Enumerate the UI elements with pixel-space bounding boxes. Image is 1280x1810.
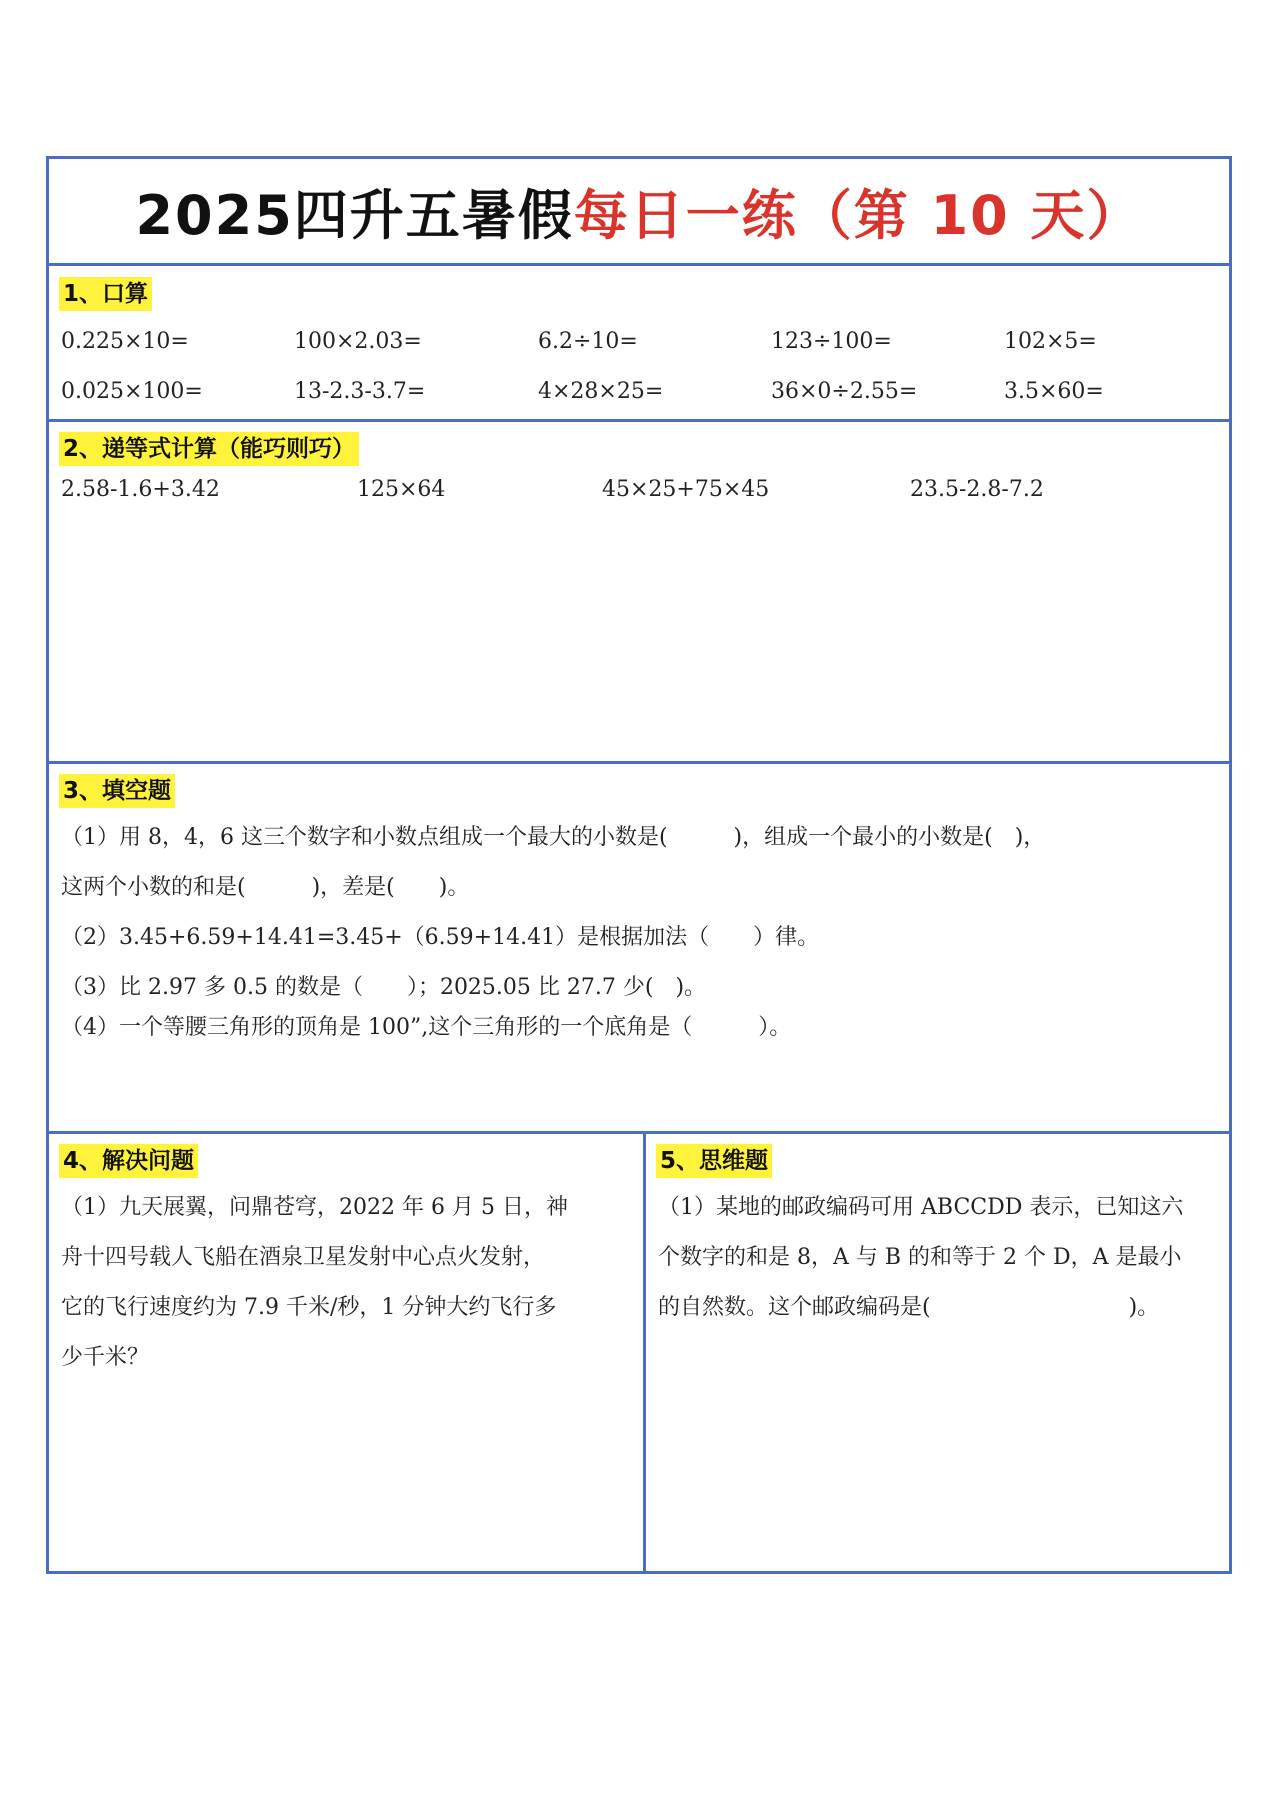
column-divider — [643, 1131, 646, 1574]
s3-q1-line2: 这两个小数的和是( )，差是( )。 — [61, 875, 470, 900]
worksheet — [46, 156, 1232, 1574]
s3-q3: （3）比 2.97 多 0.5 的数是（ ）；2025.05 比 27.7 少( )。 — [61, 975, 707, 1000]
s4-line: 舟十四号载人飞船在酒泉卫星发射中心点火发射， — [61, 1245, 546, 1270]
divider — [49, 761, 1229, 764]
s1-item: 4×28×25= — [538, 379, 664, 404]
title-main: 2025四升五暑假 — [135, 183, 574, 247]
s3-q4: （4）一个等腰三角形的顶角是 100”,这个三角形的一个底角是（ ）。 — [61, 1015, 792, 1040]
s1-item: 100×2.03= — [294, 329, 422, 354]
s2-item: 125×64 — [357, 477, 446, 502]
s2-item: 45×25+75×45 — [602, 477, 770, 502]
s5-line: 的自然数。这个邮政编码是( )。 — [658, 1295, 1160, 1320]
divider — [49, 263, 1229, 266]
s4-line: （1）九天展翼，问鼎苍穹，2022 年 6 月 5 日，神 — [61, 1195, 568, 1220]
s1-item: 6.2÷10= — [538, 329, 638, 354]
section2-heading: 2、递等式计算（能巧则巧） — [59, 432, 359, 466]
s1-item: 0.025×100= — [61, 379, 203, 404]
title-red: 每日一练（第 10 天） — [573, 183, 1143, 247]
divider — [49, 419, 1229, 422]
s2-item: 23.5-2.8-7.2 — [910, 477, 1044, 502]
s3-q2: （2）3.45+6.59+14.41=3.45+（6.59+14.41）是根据加法（ ）律。 — [61, 925, 820, 950]
s1-item: 102×5= — [1004, 329, 1097, 354]
s4-line: 它的飞行速度约为 7.9 千米/秒，1 分钟大约飞行多 — [61, 1295, 557, 1320]
s3-q1-line1: （1）用 8，4，6 这三个数字和小数点组成一个最大的小数是( )，组成一个最小的小数是( )， — [61, 825, 1046, 850]
divider — [49, 1131, 1229, 1134]
page-title — [49, 159, 1229, 263]
s2-item: 2.58-1.6+3.42 — [61, 477, 220, 502]
s1-item: 36×0÷2.55= — [771, 379, 918, 404]
section4-heading: 4、解决问题 — [59, 1144, 198, 1178]
section1-heading: 1、口算 — [59, 277, 152, 311]
s1-item: 123÷100= — [771, 329, 892, 354]
s4-line: 少千米？ — [61, 1345, 150, 1370]
s5-line: （1）某地的邮政编码可用 ABCCDD 表示，已知这六 — [658, 1195, 1184, 1220]
section5-heading: 5、思维题 — [656, 1144, 772, 1178]
s1-item: 0.225×10= — [61, 329, 189, 354]
s1-item: 3.5×60= — [1004, 379, 1104, 404]
s5-line: 个数字的和是 8，A 与 B 的和等于 2 个 D，A 是最小 — [658, 1245, 1182, 1270]
section3-heading: 3、填空题 — [59, 774, 175, 808]
s1-item: 13-2.3-3.7= — [294, 379, 426, 404]
